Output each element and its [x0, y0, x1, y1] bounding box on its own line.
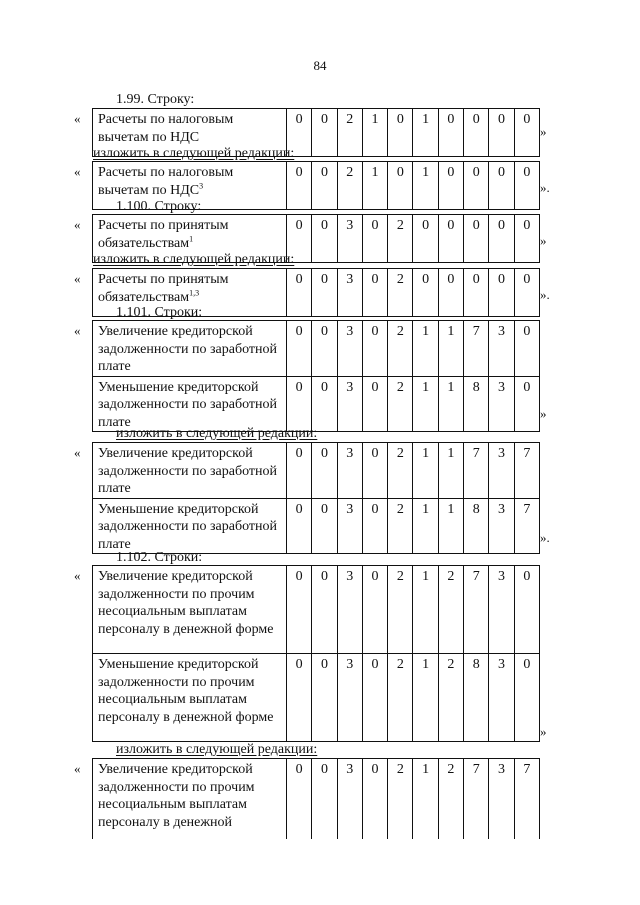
code-digit: 2: [438, 759, 463, 839]
code-digit: 0: [362, 321, 387, 377]
code-digit: 8: [464, 654, 489, 742]
code-table: [92, 758, 540, 839]
code-digit: 1: [413, 321, 438, 377]
code-digit: 1: [413, 498, 438, 554]
code-digit: 3: [489, 566, 514, 654]
code-digit: 0: [362, 443, 387, 499]
open-quote: «: [74, 271, 81, 286]
code-digit: 3: [337, 215, 362, 263]
code-digit: 0: [514, 162, 539, 210]
close-quote: »: [540, 124, 547, 139]
section-heading: 1.99. Строку:: [116, 92, 195, 107]
code-digit: 0: [362, 215, 387, 263]
code-digit: 0: [514, 654, 539, 742]
code-digit: 0: [287, 443, 312, 499]
code-digit: 0: [464, 215, 489, 263]
open-quote: «: [74, 323, 81, 338]
row-label-text: Расчеты по принятым обязательствам: [98, 272, 229, 305]
code-digit: 0: [287, 498, 312, 554]
code-digit: 0: [312, 215, 337, 263]
section-heading: 1.100. Строку:: [116, 199, 202, 214]
code-digit: 0: [489, 162, 514, 210]
row-label: [93, 321, 287, 377]
row-label-text: Расчеты по налоговым вычетам по НДС: [98, 165, 234, 198]
code-digit: 3: [489, 498, 514, 554]
page-number: 84: [313, 58, 327, 73]
code-digit: 0: [514, 109, 539, 157]
code-digit: 3: [489, 654, 514, 742]
code-digit: 2: [388, 321, 413, 377]
section-heading: изложить в следующей редакции:: [93, 146, 295, 161]
code-digit: 0: [464, 162, 489, 210]
code-digit: 0: [514, 321, 539, 377]
section-heading: изложить в следующей редакции:: [93, 252, 295, 267]
table-row: [93, 759, 540, 839]
code-digit: 0: [287, 376, 312, 432]
footnote-ref: 1,3: [189, 287, 200, 297]
code-digit: 1: [413, 376, 438, 432]
row-label-text: Увеличение кредиторской задолженности по прочим несоциальным выплатам персоналу в денежной форме: [98, 569, 274, 637]
code-digit: 1: [438, 321, 463, 377]
code-digit: 2: [388, 376, 413, 432]
code-table: [92, 565, 540, 742]
code-digit: 0: [312, 759, 337, 839]
code-digit: 3: [337, 759, 362, 839]
code-digit: 2: [388, 269, 413, 317]
code-digit: 3: [489, 443, 514, 499]
code-digit: 0: [514, 376, 539, 432]
code-digit: 1: [413, 654, 438, 742]
code-digit: 0: [312, 654, 337, 742]
code-digit: 0: [312, 443, 337, 499]
code-digit: 1: [438, 443, 463, 499]
footnote-ref: 3: [199, 180, 204, 190]
code-table: [92, 320, 540, 432]
code-digit: 0: [287, 566, 312, 654]
code-digit: 0: [287, 654, 312, 742]
code-digit: 0: [312, 566, 337, 654]
code-digit: 0: [287, 215, 312, 263]
code-digit: 0: [413, 215, 438, 263]
close-quote: »: [540, 724, 547, 739]
row-label-text: Уменьшение кредиторской задолженности по заработной плате: [98, 501, 278, 552]
code-digit: 1: [413, 162, 438, 210]
code-digit: 1: [413, 566, 438, 654]
open-quote: «: [74, 445, 81, 460]
code-digit: 3: [337, 443, 362, 499]
table-row: [93, 498, 540, 554]
code-digit: 1: [413, 443, 438, 499]
open-quote: «: [74, 568, 81, 583]
code-digit: 0: [362, 654, 387, 742]
close-quote: ».: [540, 180, 550, 195]
code-digit: 2: [337, 109, 362, 157]
code-digit: 2: [388, 443, 413, 499]
code-digit: 0: [362, 566, 387, 654]
code-digit: 0: [362, 759, 387, 839]
code-digit: 2: [388, 566, 413, 654]
code-digit: 3: [337, 376, 362, 432]
code-digit: 2: [388, 654, 413, 742]
row-label: [93, 498, 287, 554]
table-row: [93, 443, 540, 499]
row-label-text: Расчеты по принятым обязательствам: [98, 218, 229, 251]
close-quote: »: [540, 233, 547, 248]
open-quote: «: [74, 217, 81, 232]
code-digit: 1: [362, 162, 387, 210]
code-digit: 0: [438, 269, 463, 317]
code-digit: 1: [413, 109, 438, 157]
code-digit: 3: [489, 376, 514, 432]
code-digit: 7: [514, 443, 539, 499]
code-digit: 2: [388, 215, 413, 263]
open-quote: «: [74, 111, 81, 126]
code-digit: 0: [514, 566, 539, 654]
code-digit: 0: [287, 269, 312, 317]
row-label: [93, 376, 287, 432]
code-digit: 3: [337, 566, 362, 654]
code-digit: 2: [438, 654, 463, 742]
code-digit: 1: [413, 759, 438, 839]
code-digit: 0: [464, 269, 489, 317]
row-label: [93, 654, 287, 742]
code-digit: 0: [312, 376, 337, 432]
row-label-text: Увеличение кредиторской задолженности по заработной плате: [98, 324, 278, 374]
code-digit: 0: [287, 321, 312, 377]
table-row: [93, 376, 540, 432]
row-label-text: Уменьшение кредиторской задолженности по заработной плате: [98, 379, 278, 430]
section-heading: изложить в следующей редакции:: [116, 742, 318, 757]
code-digit: 7: [464, 566, 489, 654]
code-digit: 0: [362, 498, 387, 554]
code-digit: 2: [438, 566, 463, 654]
code-digit: 3: [489, 759, 514, 839]
row-label-text: Увеличение кредиторской задолженности по прочим несоциальным выплатам персоналу в денежной: [98, 762, 255, 830]
code-table: [92, 442, 540, 554]
code-digit: 0: [362, 269, 387, 317]
code-digit: 0: [438, 162, 463, 210]
code-digit: 0: [413, 269, 438, 317]
code-digit: 2: [337, 162, 362, 210]
code-digit: 0: [287, 109, 312, 157]
row-label: [93, 443, 287, 499]
code-digit: 1: [438, 498, 463, 554]
code-digit: 0: [312, 109, 337, 157]
code-digit: 3: [337, 269, 362, 317]
code-digit: 7: [464, 443, 489, 499]
code-digit: 0: [312, 162, 337, 210]
code-digit: 7: [464, 759, 489, 839]
code-digit: 0: [438, 109, 463, 157]
row-label-text: Расчеты по налоговым вычетам по НДС: [98, 112, 234, 145]
code-digit: 1: [438, 376, 463, 432]
code-digit: 0: [514, 269, 539, 317]
code-digit: 7: [514, 498, 539, 554]
code-digit: 7: [514, 759, 539, 839]
code-digit: 0: [489, 269, 514, 317]
footnote-ref: 1: [189, 233, 194, 243]
code-digit: 0: [489, 109, 514, 157]
code-digit: 0: [287, 162, 312, 210]
row-label-text: Увеличение кредиторской задолженности по заработной плате: [98, 446, 278, 496]
table-row: [93, 566, 540, 654]
section-heading: 1.102. Строки:: [116, 550, 203, 565]
code-digit: 1: [362, 109, 387, 157]
code-digit: 3: [337, 498, 362, 554]
code-digit: 3: [337, 654, 362, 742]
table-row: [93, 321, 540, 377]
code-digit: 0: [287, 759, 312, 839]
code-digit: 0: [489, 215, 514, 263]
code-digit: 0: [312, 269, 337, 317]
section-heading: 1.101. Строки:: [116, 305, 203, 320]
code-digit: 7: [464, 321, 489, 377]
code-digit: 0: [464, 109, 489, 157]
row-label: [93, 566, 287, 654]
row-label-text: Уменьшение кредиторской задолженности по прочим несоциальным выплатам персоналу в денежной форме: [98, 657, 274, 725]
code-digit: 8: [464, 498, 489, 554]
section-heading: изложить в следующей редакции:: [116, 426, 318, 441]
table-row: [93, 654, 540, 742]
code-digit: 0: [312, 321, 337, 377]
code-digit: 0: [438, 215, 463, 263]
code-digit: 8: [464, 376, 489, 432]
code-digit: 0: [312, 498, 337, 554]
code-digit: 3: [337, 321, 362, 377]
close-quote: »: [540, 406, 547, 421]
close-quote: ».: [540, 530, 550, 545]
code-digit: 0: [388, 162, 413, 210]
code-digit: 0: [514, 215, 539, 263]
code-digit: 0: [362, 376, 387, 432]
open-quote: «: [74, 761, 81, 776]
code-digit: 0: [388, 109, 413, 157]
code-digit: 2: [388, 759, 413, 839]
row-label: [93, 759, 287, 839]
code-digit: 2: [388, 498, 413, 554]
code-digit: 3: [489, 321, 514, 377]
open-quote: «: [74, 164, 81, 179]
close-quote: ».: [540, 287, 550, 302]
